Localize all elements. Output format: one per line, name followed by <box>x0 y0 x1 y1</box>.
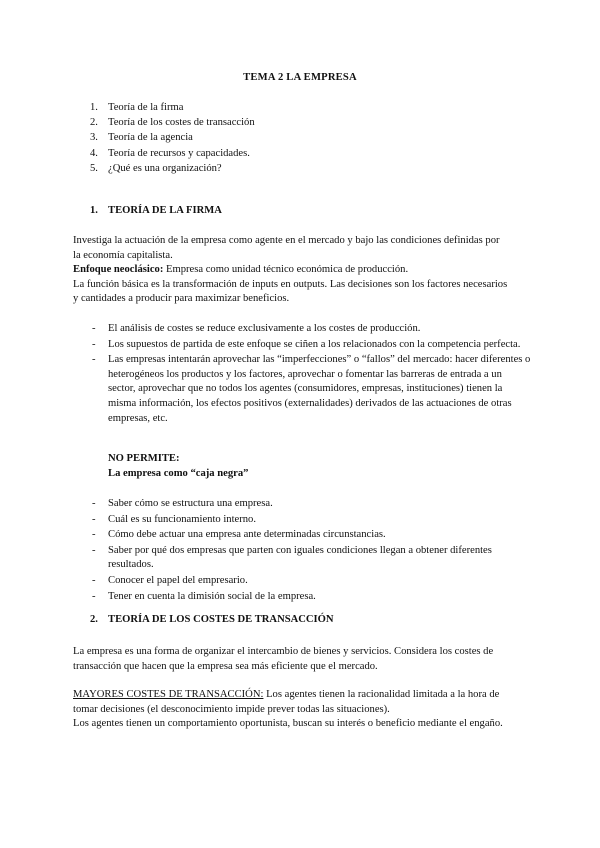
no-permite-block <box>108 452 408 481</box>
enfoque-text: Empresa como unidad técnico económica de producción. <box>163 264 409 276</box>
section1-intro <box>73 234 528 307</box>
toc-text: Teoría de la firma <box>108 102 184 113</box>
list-item-text: Conocer el papel del empresario. <box>108 574 248 586</box>
toc-item <box>90 146 255 161</box>
list-item-text: Los supuestos de partida de este enfoque se ciñen a los relacionados con la competencia perfecta. <box>108 338 521 350</box>
list-item-text: Tener en cuenta la dimisión social de la empresa. <box>108 590 316 602</box>
bullet-dash: - <box>92 338 96 350</box>
paragraph-line: y cantidades a producir para maximizar beneficios. <box>73 293 290 305</box>
paragraph-line: Investiga la actuación de la empresa como agente en el mercado y bajo las condiciones definidas por <box>73 235 500 246</box>
toc-text: Teoría de la agencia <box>108 132 193 144</box>
toc-number: 2. <box>90 117 98 129</box>
enfoque-label: Enfoque neoclásico: <box>73 264 164 276</box>
section-heading-costes-transaccion <box>90 614 334 625</box>
section-number: 1. <box>90 205 98 216</box>
paragraph-line: La empresa es una forma de organizar el intercambio de bienes y servicios. Considera los costes de <box>73 646 494 657</box>
toc-item <box>90 115 255 130</box>
bullet-dash: - <box>92 574 96 586</box>
bullet-dash: - <box>92 544 96 556</box>
list-item <box>92 590 532 605</box>
toc-text: Teoría de recursos y capacidades. <box>108 147 250 159</box>
table-of-contents <box>90 100 255 176</box>
list-item-text: Saber por qué dos empresas que parten con iguales condiciones llegan a obtener diferentes resultados. <box>108 544 492 571</box>
paragraph-line: tomar decisiones (el desconocimiento impide prever todas las situaciones). <box>73 703 390 715</box>
paragraph-line: La función básica es la transformación de inputs en outputs. Las decisiones son los factores necesarios <box>73 278 508 290</box>
list-item-text: Saber cómo se estructura una empresa. <box>108 498 273 509</box>
toc-number: 5. <box>90 162 98 174</box>
paragraph-line: la economía capitalista. <box>73 249 173 261</box>
section-number: 2. <box>90 614 98 625</box>
toc-text: ¿Qué es una organización? <box>108 162 222 174</box>
section1-no-permite-list <box>92 497 532 605</box>
list-item-text: Cómo debe actuar una empresa ante determinadas circunstancias. <box>108 529 386 541</box>
bullet-dash: - <box>92 498 96 509</box>
section1-bullet-list <box>92 322 532 427</box>
caja-negra-label: La empresa como “caja negra” <box>108 467 249 479</box>
list-item <box>92 528 532 543</box>
page-title: TEMA 2 LA EMPRESA <box>243 72 357 83</box>
section-title: TEORÍA DE LOS COSTES DE TRANSACCIÓN <box>108 614 334 625</box>
list-item <box>92 338 532 353</box>
paragraph-line: transacción que hacen que la empresa sea más eficiente que el mercado. <box>73 660 378 672</box>
mayores-costes-label: MAYORES COSTES DE TRANSACCIÓN: <box>73 689 264 700</box>
list-item-text: El análisis de costes se reduce exclusivamente a los costes de producción. <box>108 323 421 334</box>
section-title: TEORÍA DE LA FIRMA <box>108 205 222 216</box>
bullet-dash: - <box>92 513 96 525</box>
toc-item <box>90 100 255 115</box>
toc-number: 4. <box>90 147 98 159</box>
list-item-text: Cuál es su funcionamiento interno. <box>108 513 256 525</box>
mayores-costes-text: Los agentes tienen la racionalidad limitada a la hora de <box>263 689 500 700</box>
list-item <box>92 574 532 589</box>
list-item <box>92 322 532 337</box>
toc-text: Teoría de los costes de transacción <box>108 117 255 129</box>
mayores-costes-paragraph <box>73 688 528 732</box>
toc-number: 3. <box>90 132 98 144</box>
toc-item <box>90 130 255 145</box>
enfoque-line <box>73 263 528 278</box>
list-item-text: Las empresas intentarán aprovechar las “imperfecciones” o “fallos” del mercado: hacer diferentes o heterogéneos los productos y los factores, aprovechar o fomentar las barreras de entrada a un sector, aprovechar que no todos los agentes (consumidores, empresas, instituciones) tienen la misma información, los efectos positivos (externalidades) derivados de las actuaciones de otras empresas, etc. <box>108 354 531 424</box>
paragraph-line: Los agentes tienen un comportamiento oportunista, buscan su interés o beneficio mediante el engaño. <box>73 718 503 730</box>
bullet-dash: - <box>92 529 96 541</box>
toc-item <box>90 161 255 176</box>
list-item <box>92 544 532 573</box>
bullet-dash: - <box>92 590 96 602</box>
list-item <box>92 513 532 528</box>
no-permite-label: NO PERMITE: <box>108 453 180 464</box>
list-item <box>92 353 532 426</box>
toc-number: 1. <box>90 102 98 113</box>
mayores-line <box>73 688 528 703</box>
list-item <box>92 497 532 512</box>
section2-paragraph <box>73 645 528 674</box>
bullet-dash: - <box>92 323 96 334</box>
section-heading-teoria-firma <box>90 205 222 216</box>
bullet-dash: - <box>92 354 96 366</box>
